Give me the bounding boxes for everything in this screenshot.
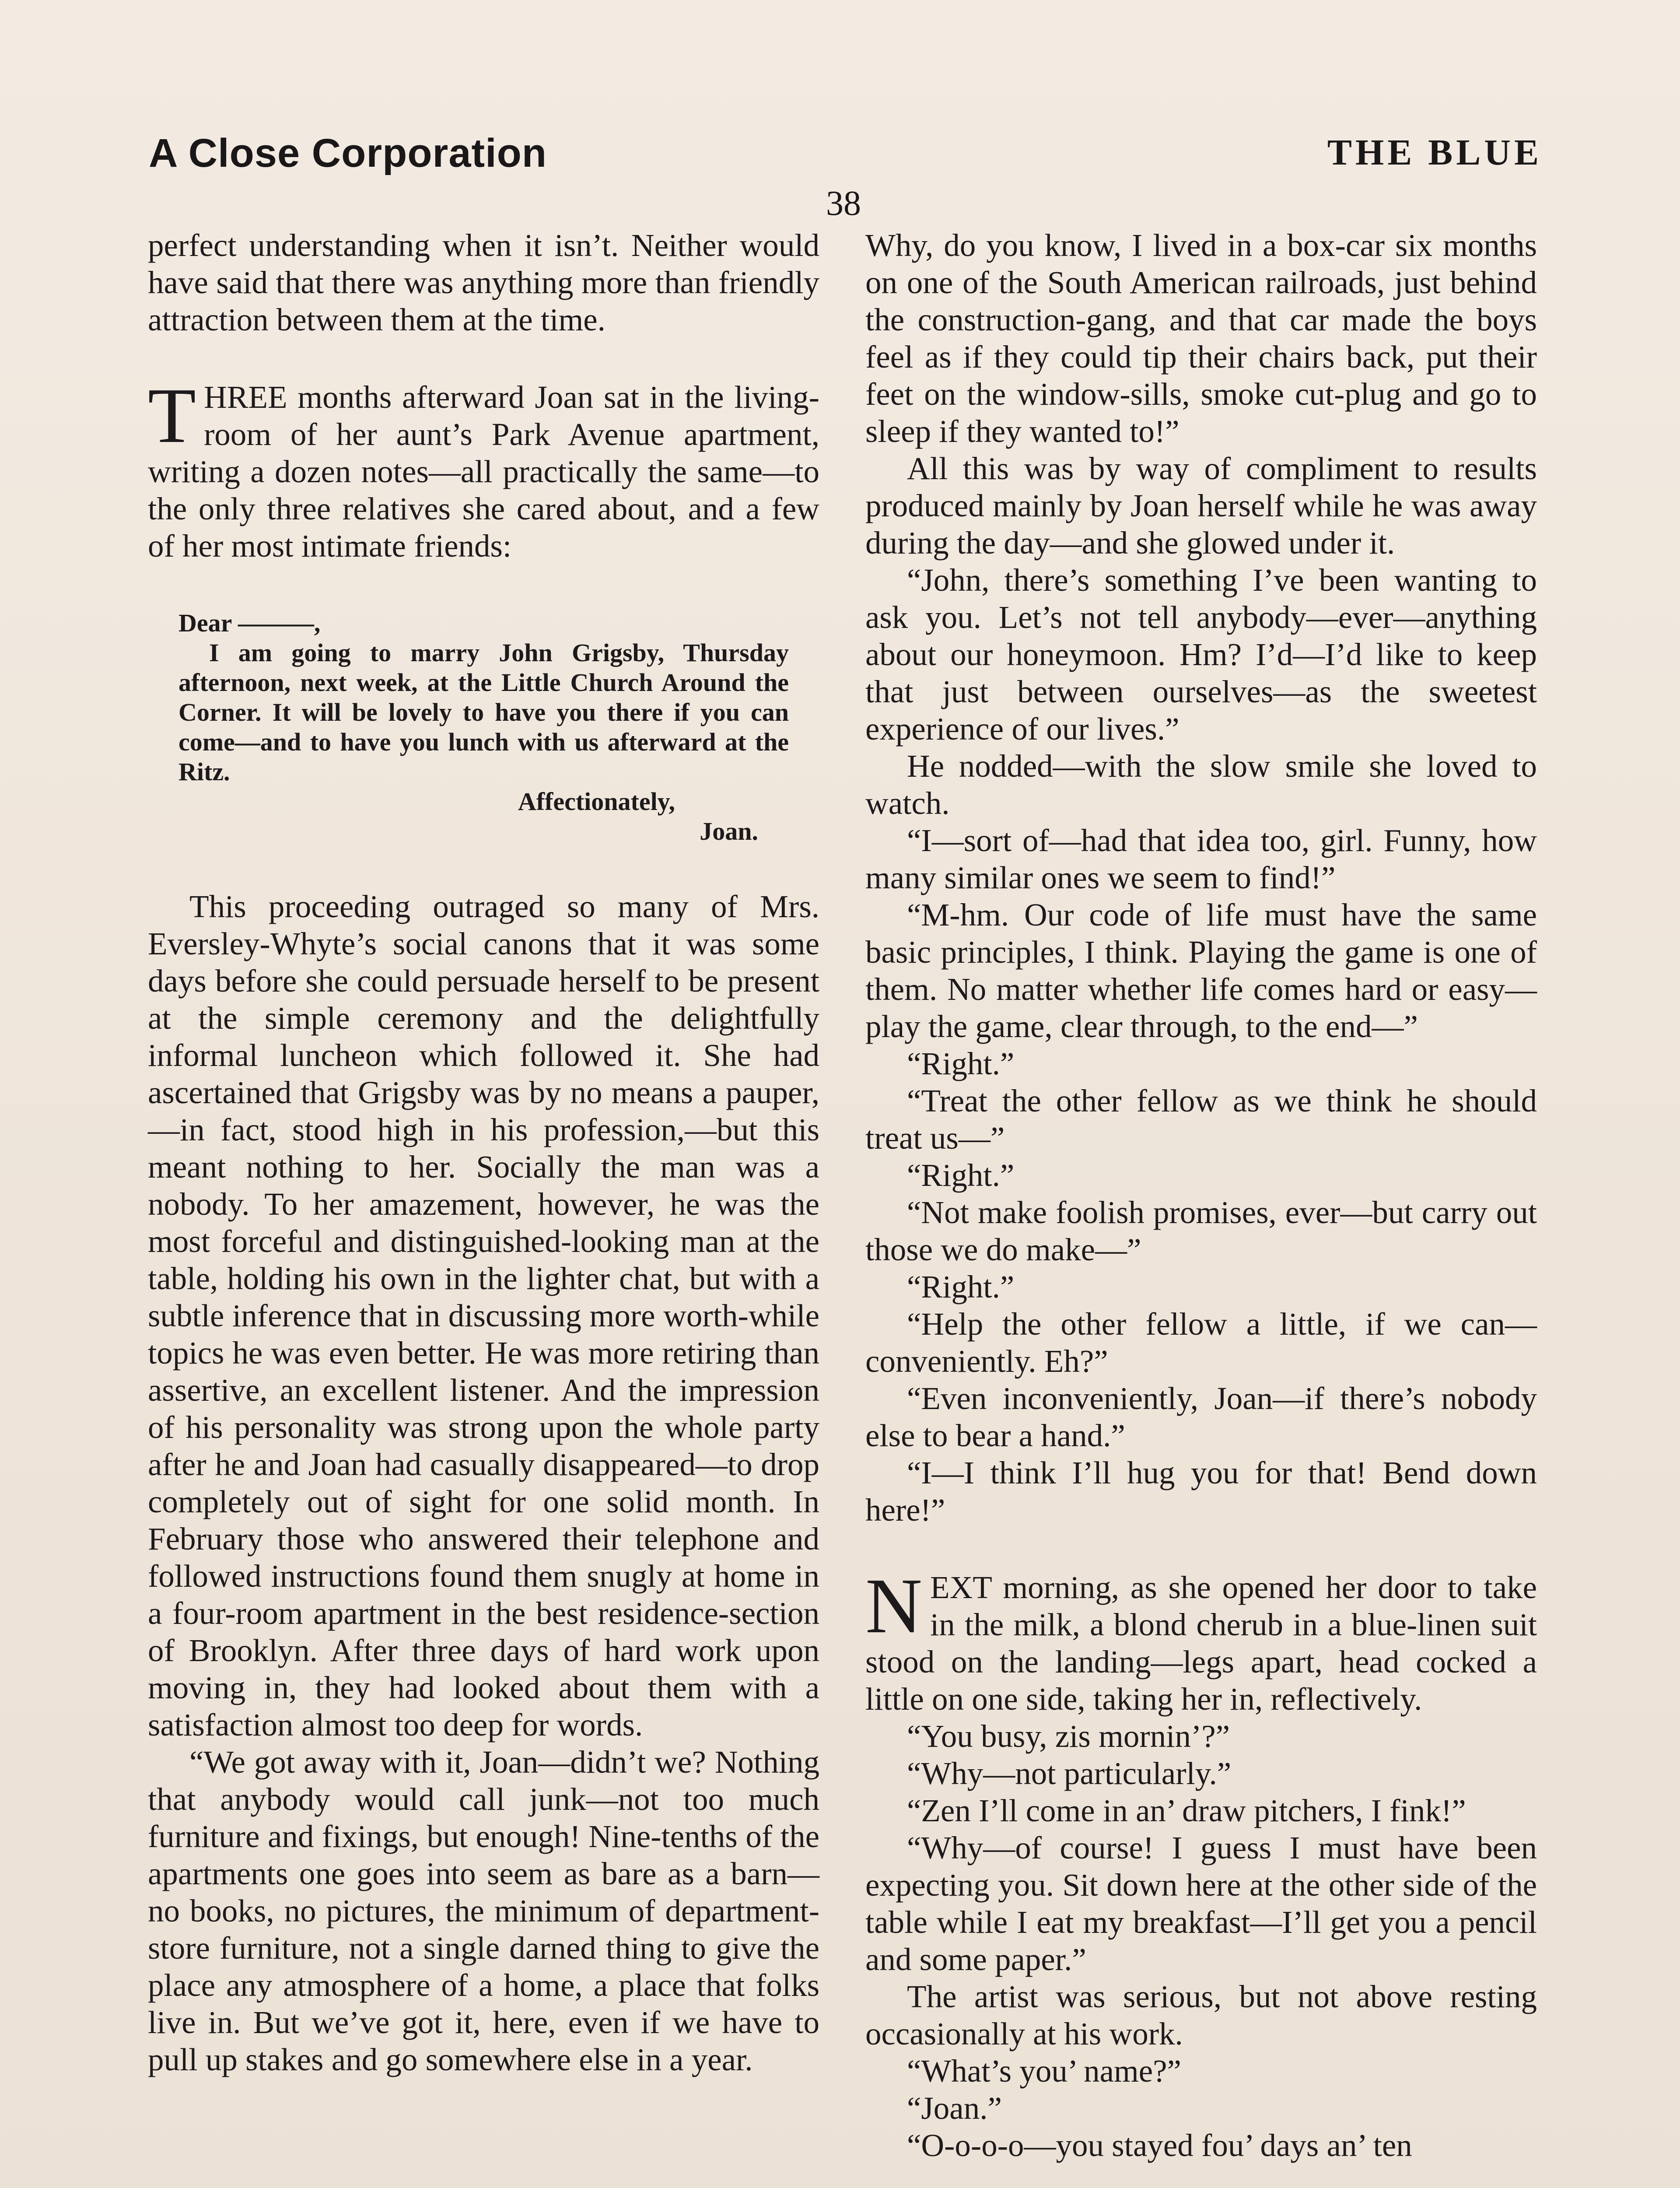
paragraph: “Right.” xyxy=(907,1157,1015,1193)
letter-signature: Joan. xyxy=(700,817,758,845)
paragraph: All this was by way of compliment to results produced mainly by Joan herself while he was away during the day—and she glowed under it. xyxy=(865,451,1537,561)
left-column xyxy=(148,227,819,2078)
paragraph: He nodded—with the slow smile she loved to watch. xyxy=(865,748,1537,821)
right-column xyxy=(865,227,1537,2164)
paragraph: “Zen I’ll come in an’ draw pitchers, I fink!” xyxy=(907,1793,1466,1828)
paragraph: “I—I think I’ll hug you for that! Bend down here!” xyxy=(865,1455,1537,1528)
page-number: 38 xyxy=(826,184,861,223)
section-break xyxy=(865,1529,1537,1569)
paragraph: “Why—of course! I guess I must have been expecting you. Sit down here at the other side of the table while I eat my breakfast—I’ll get you a pencil and some paper.” xyxy=(865,1830,1537,1977)
paragraph: “Why—not particularly.” xyxy=(907,1756,1232,1791)
paragraph-text: EXT morning, as she opened her door to take in the milk, a blond cherub in a blue-linen suit stood on the landing—legs apart, head cocked a little on one side, taking her in, reflectively. xyxy=(865,1570,1537,1717)
paragraph: “Help the other fellow a little, if we can—conveniently. Eh?” xyxy=(865,1306,1537,1379)
letter-salutation: Dear ———, xyxy=(178,609,321,637)
letter-note xyxy=(178,608,789,846)
paragraph: perfect understanding when it isn’t. Neither would have said that there was anything more than friendly attraction between them at the time. xyxy=(148,228,819,337)
paragraph: “M-hm. Our code of life must have the same basic principles, I think. Playing the game is one of them. No matter whether life comes hard or easy—play the game, clear through, to the end—” xyxy=(865,897,1537,1044)
paragraph: This proceeding outraged so many of Mrs. Eversley-Whyte’s social canons that it was some days before she could persuade herself to be present at the simple ceremony and the delightfully informal luncheon which followed it. She had ascertained that Grigsby was by no means a pauper,—in fact, stood high in his profession,—but this meant nothing to her. Socially the man was a nobody. To her amazement, however, he was the most forceful and distinguished-looking man at the table, holding his own in the lighter chat, but with a subtle inference that in discussing more worth-while topics he was even better. He was more retiring than assertive, an excellent listener. And the impression of his personality was strong upon the whole party after he and Joan had casually disappeared—to drop completely out of sight for one solid month. In February those who answered their telephone and followed instructions found them snugly at home in a four-room apartment in the best residence-section of Brooklyn. After three days of hard work upon moving in, they had looked about them with a satisfaction almost too deep for words. xyxy=(148,889,819,1743)
paragraph: “Not make foolish promises, ever—but carry out those we do make—” xyxy=(865,1195,1537,1267)
paragraph: “You busy, zis mornin’?” xyxy=(907,1718,1230,1754)
paragraph: “Treat the other fellow as we think he should treat us—” xyxy=(865,1083,1537,1156)
paragraph: “Even inconveniently, Joan—if there’s nobody else to bear a hand.” xyxy=(865,1381,1537,1453)
letter-closing: Affectionately, xyxy=(518,787,675,816)
paragraph: “Joan.” xyxy=(907,2090,1002,2126)
story-title: A Close Corporation xyxy=(149,131,547,175)
drop-cap: T xyxy=(148,372,196,459)
paragraph: Why, do you know, I lived in a box-car six months on one of the South American railroads, just behind the construction-gang, and that car made the boys feel as if they could tip their chairs back, put their feet on the window-sills, smoke cut-plug and go to sleep if they wanted to!” xyxy=(865,228,1537,449)
paragraph: “Right.” xyxy=(907,1269,1015,1304)
paragraph: “What’s you’ name?” xyxy=(907,2053,1181,2089)
paragraph-with-drop-cap xyxy=(148,372,819,565)
magazine-title: THE BLUE xyxy=(1327,132,1542,173)
paragraph: “O-o-o-o—you stayed fou’ days an’ ten xyxy=(907,2128,1412,2163)
paragraph: “I—sort of—had that idea too, girl. Funny, how many similar ones we seem to find!” xyxy=(865,823,1537,895)
paragraph: The artist was serious, but not above resting occasionally at his work. xyxy=(865,1979,1537,2051)
section-break xyxy=(148,338,819,379)
drop-cap: N xyxy=(865,1562,922,1649)
paragraph-text: HREE months afterward Joan sat in the living-room of her aunt’s Park Avenue apartment, writing a dozen notes—all practically the same—to the only three relatives she cared about, and a few of her most intimate friends: xyxy=(148,379,819,564)
letter-body: I am going to marry John Grigsby, Thursday afternoon, next week, at the Little Church Around the Corner. It will be lovely to have you there if you can come—and to have you lunch with us afterward at the Ritz. xyxy=(178,638,789,786)
paragraph: “Right.” xyxy=(907,1046,1015,1081)
paragraph: “John, there’s something I’ve been wanting to ask you. Let’s not tell anybody—ever—anything about our honeymoon. Hm? I’d—I’d like to keep that just between ourselves—as the sweetest experience of our lives.” xyxy=(865,562,1537,747)
paragraph-with-drop-cap xyxy=(865,1562,1537,1718)
paragraph: “We got away with it, Joan—didn’t we? Nothing that anybody would call junk—not too much furniture and fixings, but enough! Nine-tenths of the apartments one goes into seem as bare as a barn—no books, no pictures, the minimum of department-store furniture, not a single darned thing to give the place any atmosphere of a home, a place that folks live in. But we’ve got it, here, even if we have to pull up stakes and go somewhere else in a year. xyxy=(148,1744,819,2077)
